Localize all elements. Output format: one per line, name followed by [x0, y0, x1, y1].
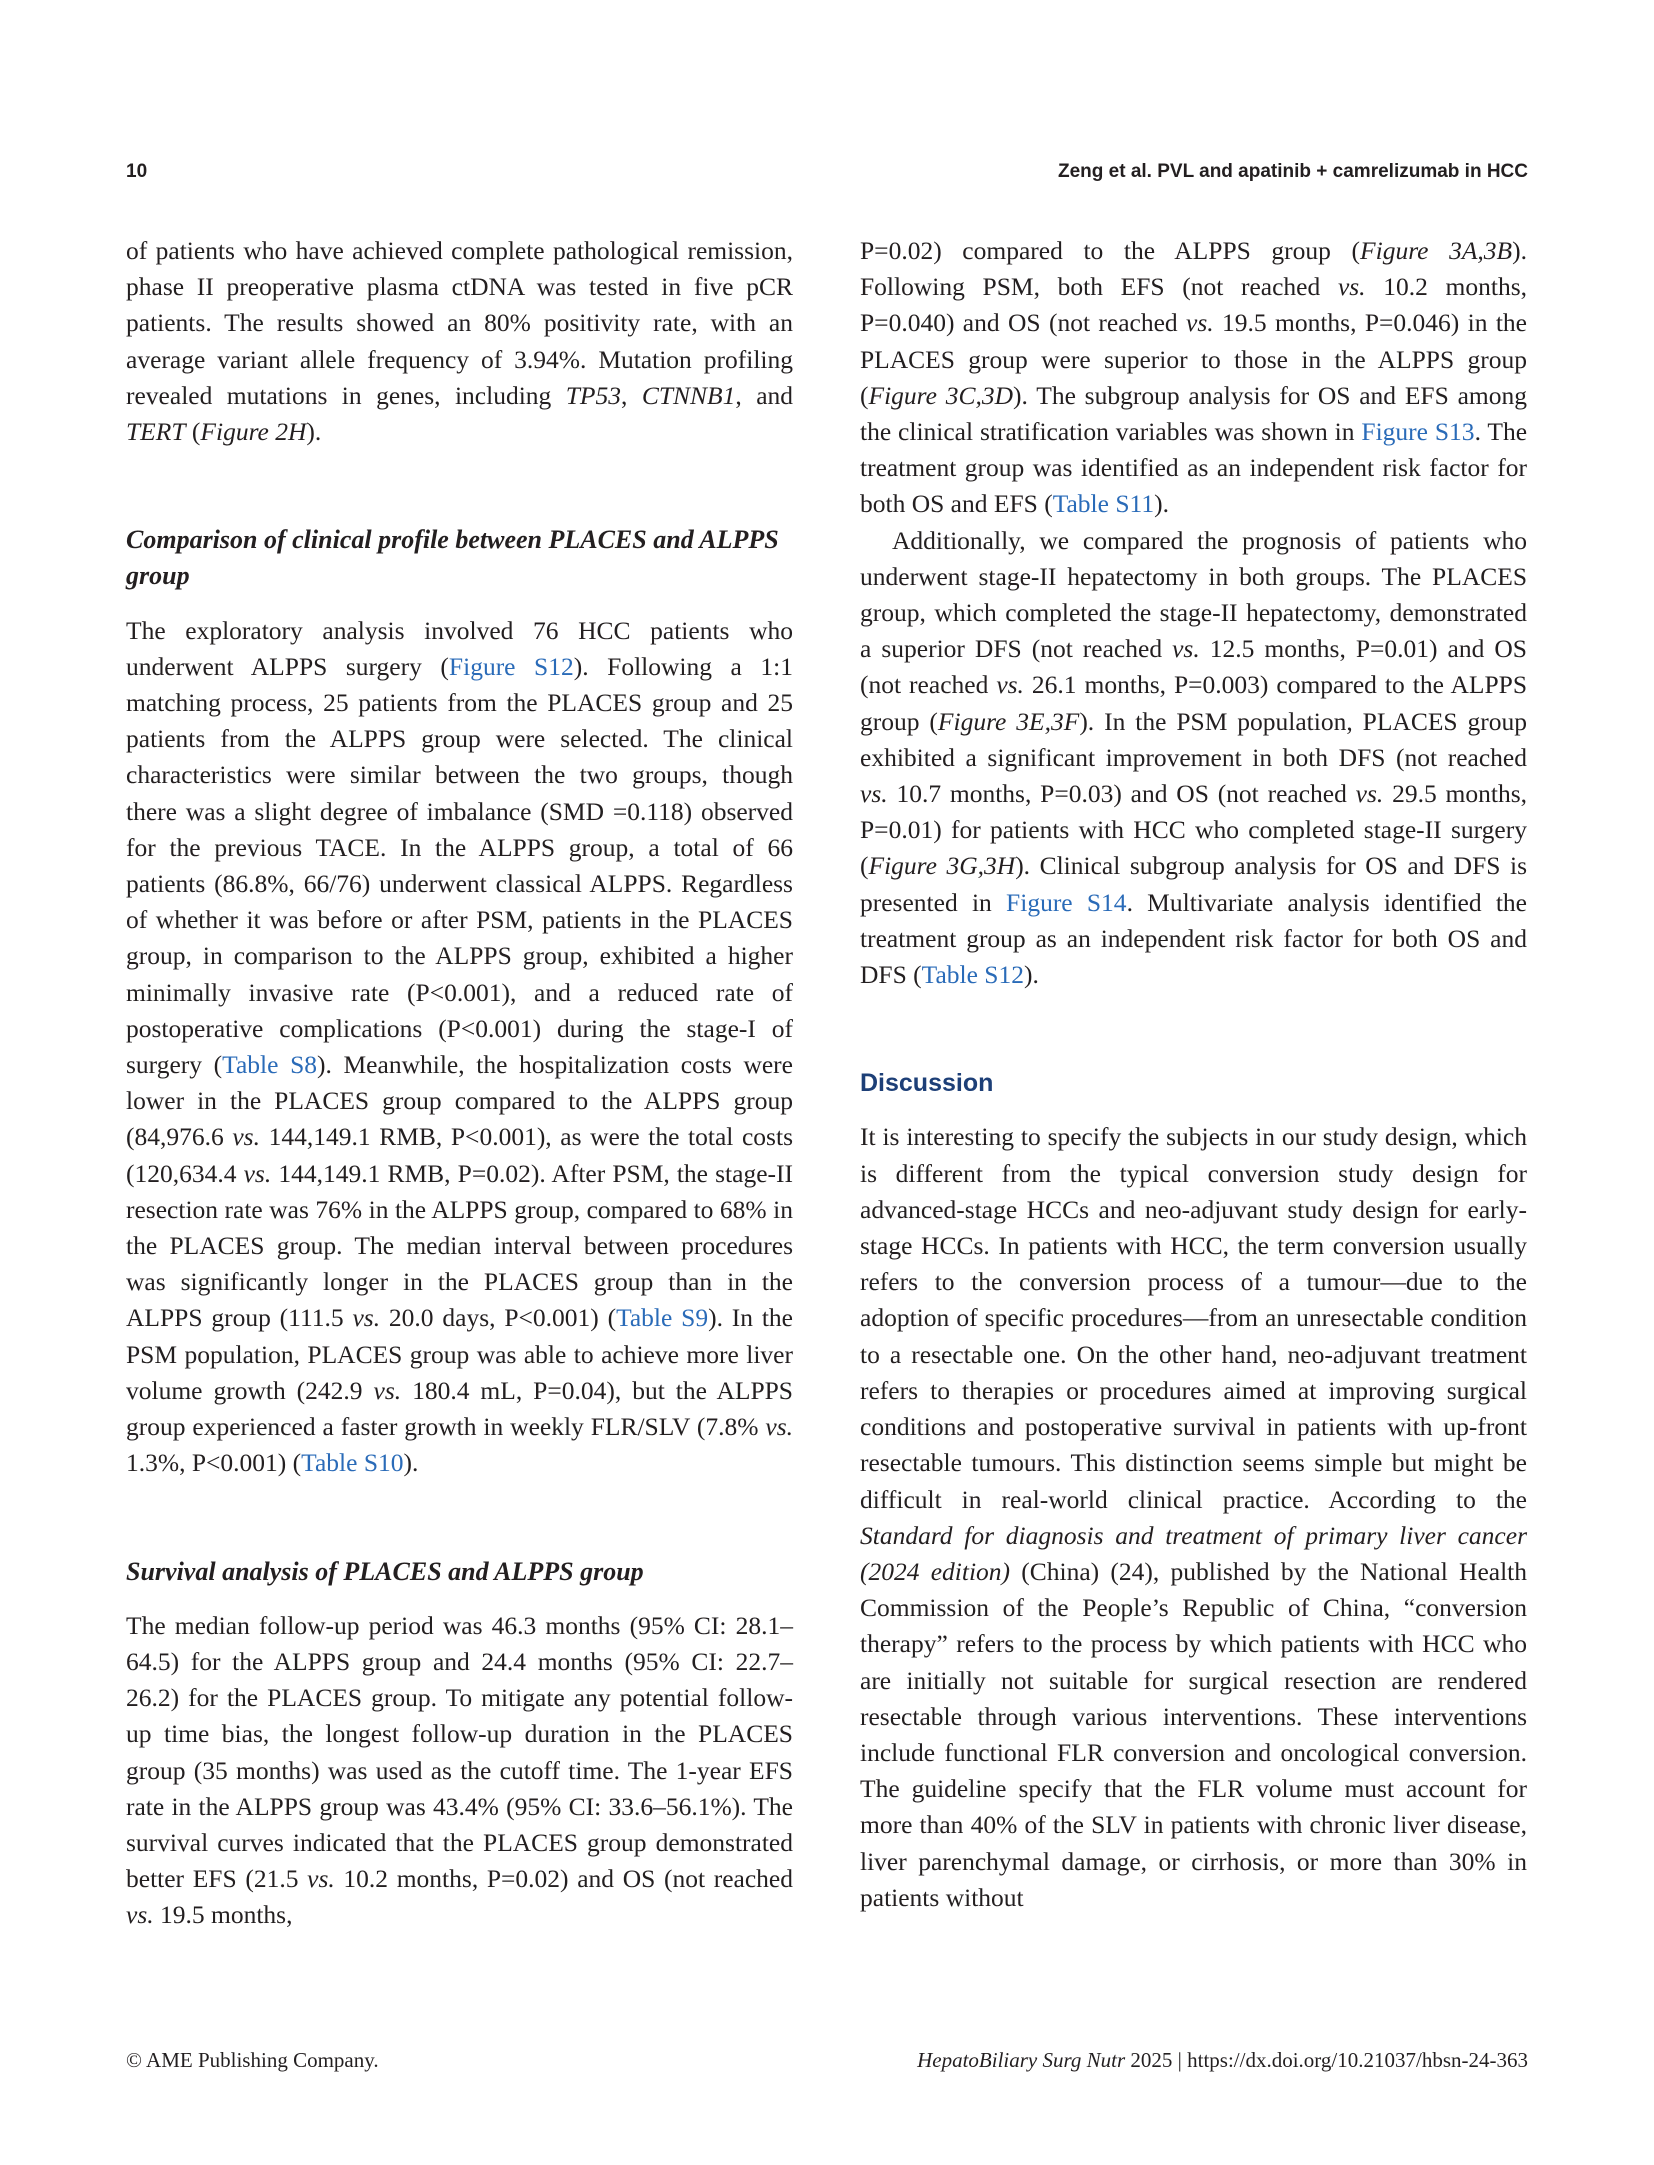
supplementary-link[interactable]: Table S10: [301, 1448, 404, 1478]
italic-text: vs.: [996, 670, 1024, 700]
italic-text: TP53: [565, 380, 621, 410]
paragraph: It is interesting to specify the subjects in our study design, which is different from the typical conversion study design for advanced-stage HCCs and neo-adjuvant study design for early-stage HCCs. In patients with HCC, the term conversion usually refers to the conversion process of a tumour—due to the adoption of specific procedures—from an unresectable condition to a resectable one. On the other hand, neo-adjuvant treatment refers to therapies or procedures aimed at improving surgical conditions and postoperative survival in patients with up-front resectable tumours. This distinction seems simple but might be difficult in real-world clinical practice. According to the Standard for diagnosis and treatment of primary liver cancer (2024 edition) (China) (24), published by the National Health Commission of the People’s Republic of China, “conversion therapy” refers to the process by which patients with HCC who are initially not suitable for surgical resection are rendered resectable through various interventions. These interventions include functional FLR conversion and oncological conversion. The guideline specify that the FLR volume must account for more than 40% of the SLV in patients with chronic liver disease, liver parenchymal damage, or cirrhosis, or more than 30% in patients without: [860, 1122, 1528, 1912]
journal-name: HepatoBiliary Surg Nutr: [917, 2048, 1126, 2072]
italic-text: Figure 3A,3B: [1360, 236, 1513, 265]
left-column: [126, 233, 793, 1934]
italic-text: vs.: [860, 779, 888, 809]
italic-text: Figure 2H: [200, 417, 307, 447]
paragraph: of patients who have achieved complete pathological remission, phase II preoperative plasma ctDNA was tested in five pCR patients. The results showed an 80% positivity rate, with an average variant allele frequency of 3.94%. Mutation profiling revealed mutations in genes, including TP53, CTNNB1, and TERT (Figure 2H).: [126, 236, 794, 447]
paragraph: The median follow-up period was 46.3 months (95% CI: 28.1–64.5) for the ALPPS group and 24.4 months (95% CI: 22.7–26.2) for the PLACES group. To mitigate any potential follow-up time bias, the longest follow-up duration in the PLACES group (35 months) was used as the cutoff time. The 1-year EFS rate in the ALPPS group was 43.4% (95% CI: 33.6–56.1%). The survival curves indicated that the PLACES group demonstrated better EFS (21.5 vs. 10.2 months, P=0.02) and OS (not reached vs. 19.5 months,: [126, 1610, 793, 1930]
italic-text: vs.: [765, 1412, 793, 1442]
subsection-heading: Comparison of clinical profile between PLACES and ALPPS group: [126, 525, 779, 591]
supplementary-link[interactable]: Table S12: [921, 960, 1024, 990]
italic-text: Figure 3E,3F: [937, 706, 1080, 736]
supplementary-link[interactable]: Figure S12: [448, 651, 574, 681]
supplementary-link[interactable]: Figure S14: [1006, 887, 1127, 917]
italic-text: CTNNB1: [641, 380, 736, 410]
page-number: 10: [126, 161, 148, 182]
paragraph: Additionally, we compared the prognosis of patients who underwent stage-II hepatectomy in both groups. The PLACES group, which completed the stage-II hepatectomy, demonstrated a superior DFS (not reached vs. 12.5 months, P=0.01) and OS (not reached vs. 26.1 months, P=0.003) compared to the ALPPS group (Figure 3E,3F). In the PSM population, PLACES group exhibited a significant improvement in both DFS (not reached vs. 10.7 months, P=0.03) and OS (not reached vs. 29.5 months, P=0.01) for patients with HCC who completed stage-II surgery (Figure 3G,3H). Clinical subgroup analysis for OS and DFS is presented in Figure S14. Multivariate analysis identified the treatment group as an independent risk factor for both OS and DFS (Table S12).: [860, 525, 1527, 990]
doi-citation: 2025 | https://dx.doi.org/10.21037/hbsn-24-363: [1125, 2048, 1528, 2072]
italic-text: vs.: [1186, 308, 1214, 338]
section-heading: Discussion: [860, 1069, 994, 1098]
italic-text: Figure 3G,3H: [868, 851, 1016, 881]
italic-text: vs.: [352, 1303, 381, 1333]
italic-text: vs.: [1355, 779, 1384, 809]
supplementary-link[interactable]: Table S8: [222, 1050, 317, 1080]
italic-text: vs.: [373, 1375, 402, 1405]
running-title: Zeng et al. PVL and apatinib + camrelizumab in HCC: [1058, 161, 1528, 182]
paragraph: The exploratory analysis involved 76 HCC patients who underwent ALPPS surgery (Figure S12). Following a 1:1 matching process, 25 patients from the PLACES group and 25 patients from the ALPPS group were selected. The clinical characteristics were similar between the two groups, though there was a slight degree of imbalance (SMD =0.118) observed for the previous TACE. In the ALPPS group, a total of 66 patients (86.8%, 66/76) underwent classical ALPPS. Regardless of whether it was before or after PSM, patients in the PLACES group, in comparison to the ALPPS group, exhibited a higher minimally invasive rate (P<0.001), and a reduced rate of postoperative complications (P<0.001) during the stage-I of surgery (Table S8). Meanwhile, the hospitalization costs were lower in the PLACES group compared to the ALPPS group (84,976.6 vs. 144,149.1 RMB, P<0.001), as were the total costs (120,634.4 vs. 144,149.1 RMB, P=0.02). After PSM, the stage-II resection rate was 76% in the ALPPS group, compared to 68% in the PLACES group. The median interval between procedures was significantly longer in the PLACES group than in the ALPPS group (111.5 vs. 20.0 days, P<0.001) (Table S9). In the PSM population, PLACES group was able to achieve more liver volume growth (242.9 vs. 180.4 mL, P=0.04), but the ALPPS group experienced a faster growth in weekly FLR/SLV (7.8% vs. 1.3%, P<0.001) (Table S10).: [126, 615, 794, 1478]
italic-text: vs.: [126, 1900, 154, 1930]
copyright-notice: © AME Publishing Company.: [126, 2048, 379, 2072]
italic-text: Standard for diagnosis and treatment of primary liver cancer (2024 edition): [860, 1520, 1527, 1586]
italic-text: TERT: [126, 417, 186, 447]
right-column: [860, 233, 1527, 1916]
italic-text: vs.: [243, 1158, 272, 1188]
italic-text: vs.: [307, 1864, 335, 1894]
paragraph: P=0.02) compared to the ALPPS group (Figure 3A,3B). Following PSM, both EFS (not reached vs. 10.2 months, P=0.040) and OS (not reached vs. 19.5 months, P=0.046) in the PLACES group were superior to those in the ALPPS group (Figure 3C,3D). The subgroup analysis for OS and EFS among the clinical stratification variables was shown in Figure S13. The treatment group was identified as an independent risk factor for both OS and EFS (Table S11).: [860, 236, 1528, 519]
italic-text: Figure 3C,3D: [868, 380, 1014, 410]
supplementary-link[interactable]: Table S9: [616, 1303, 709, 1333]
supplementary-link[interactable]: Table S11: [1052, 489, 1155, 519]
supplementary-link[interactable]: Figure S13: [1361, 417, 1475, 447]
italic-text: vs.: [1337, 272, 1366, 302]
italic-text: vs.: [1172, 634, 1200, 664]
italic-text: vs.: [232, 1122, 260, 1152]
subsection-heading: Survival analysis of PLACES and ALPPS group: [126, 1556, 644, 1586]
journal-citation: [917, 2048, 1528, 2073]
